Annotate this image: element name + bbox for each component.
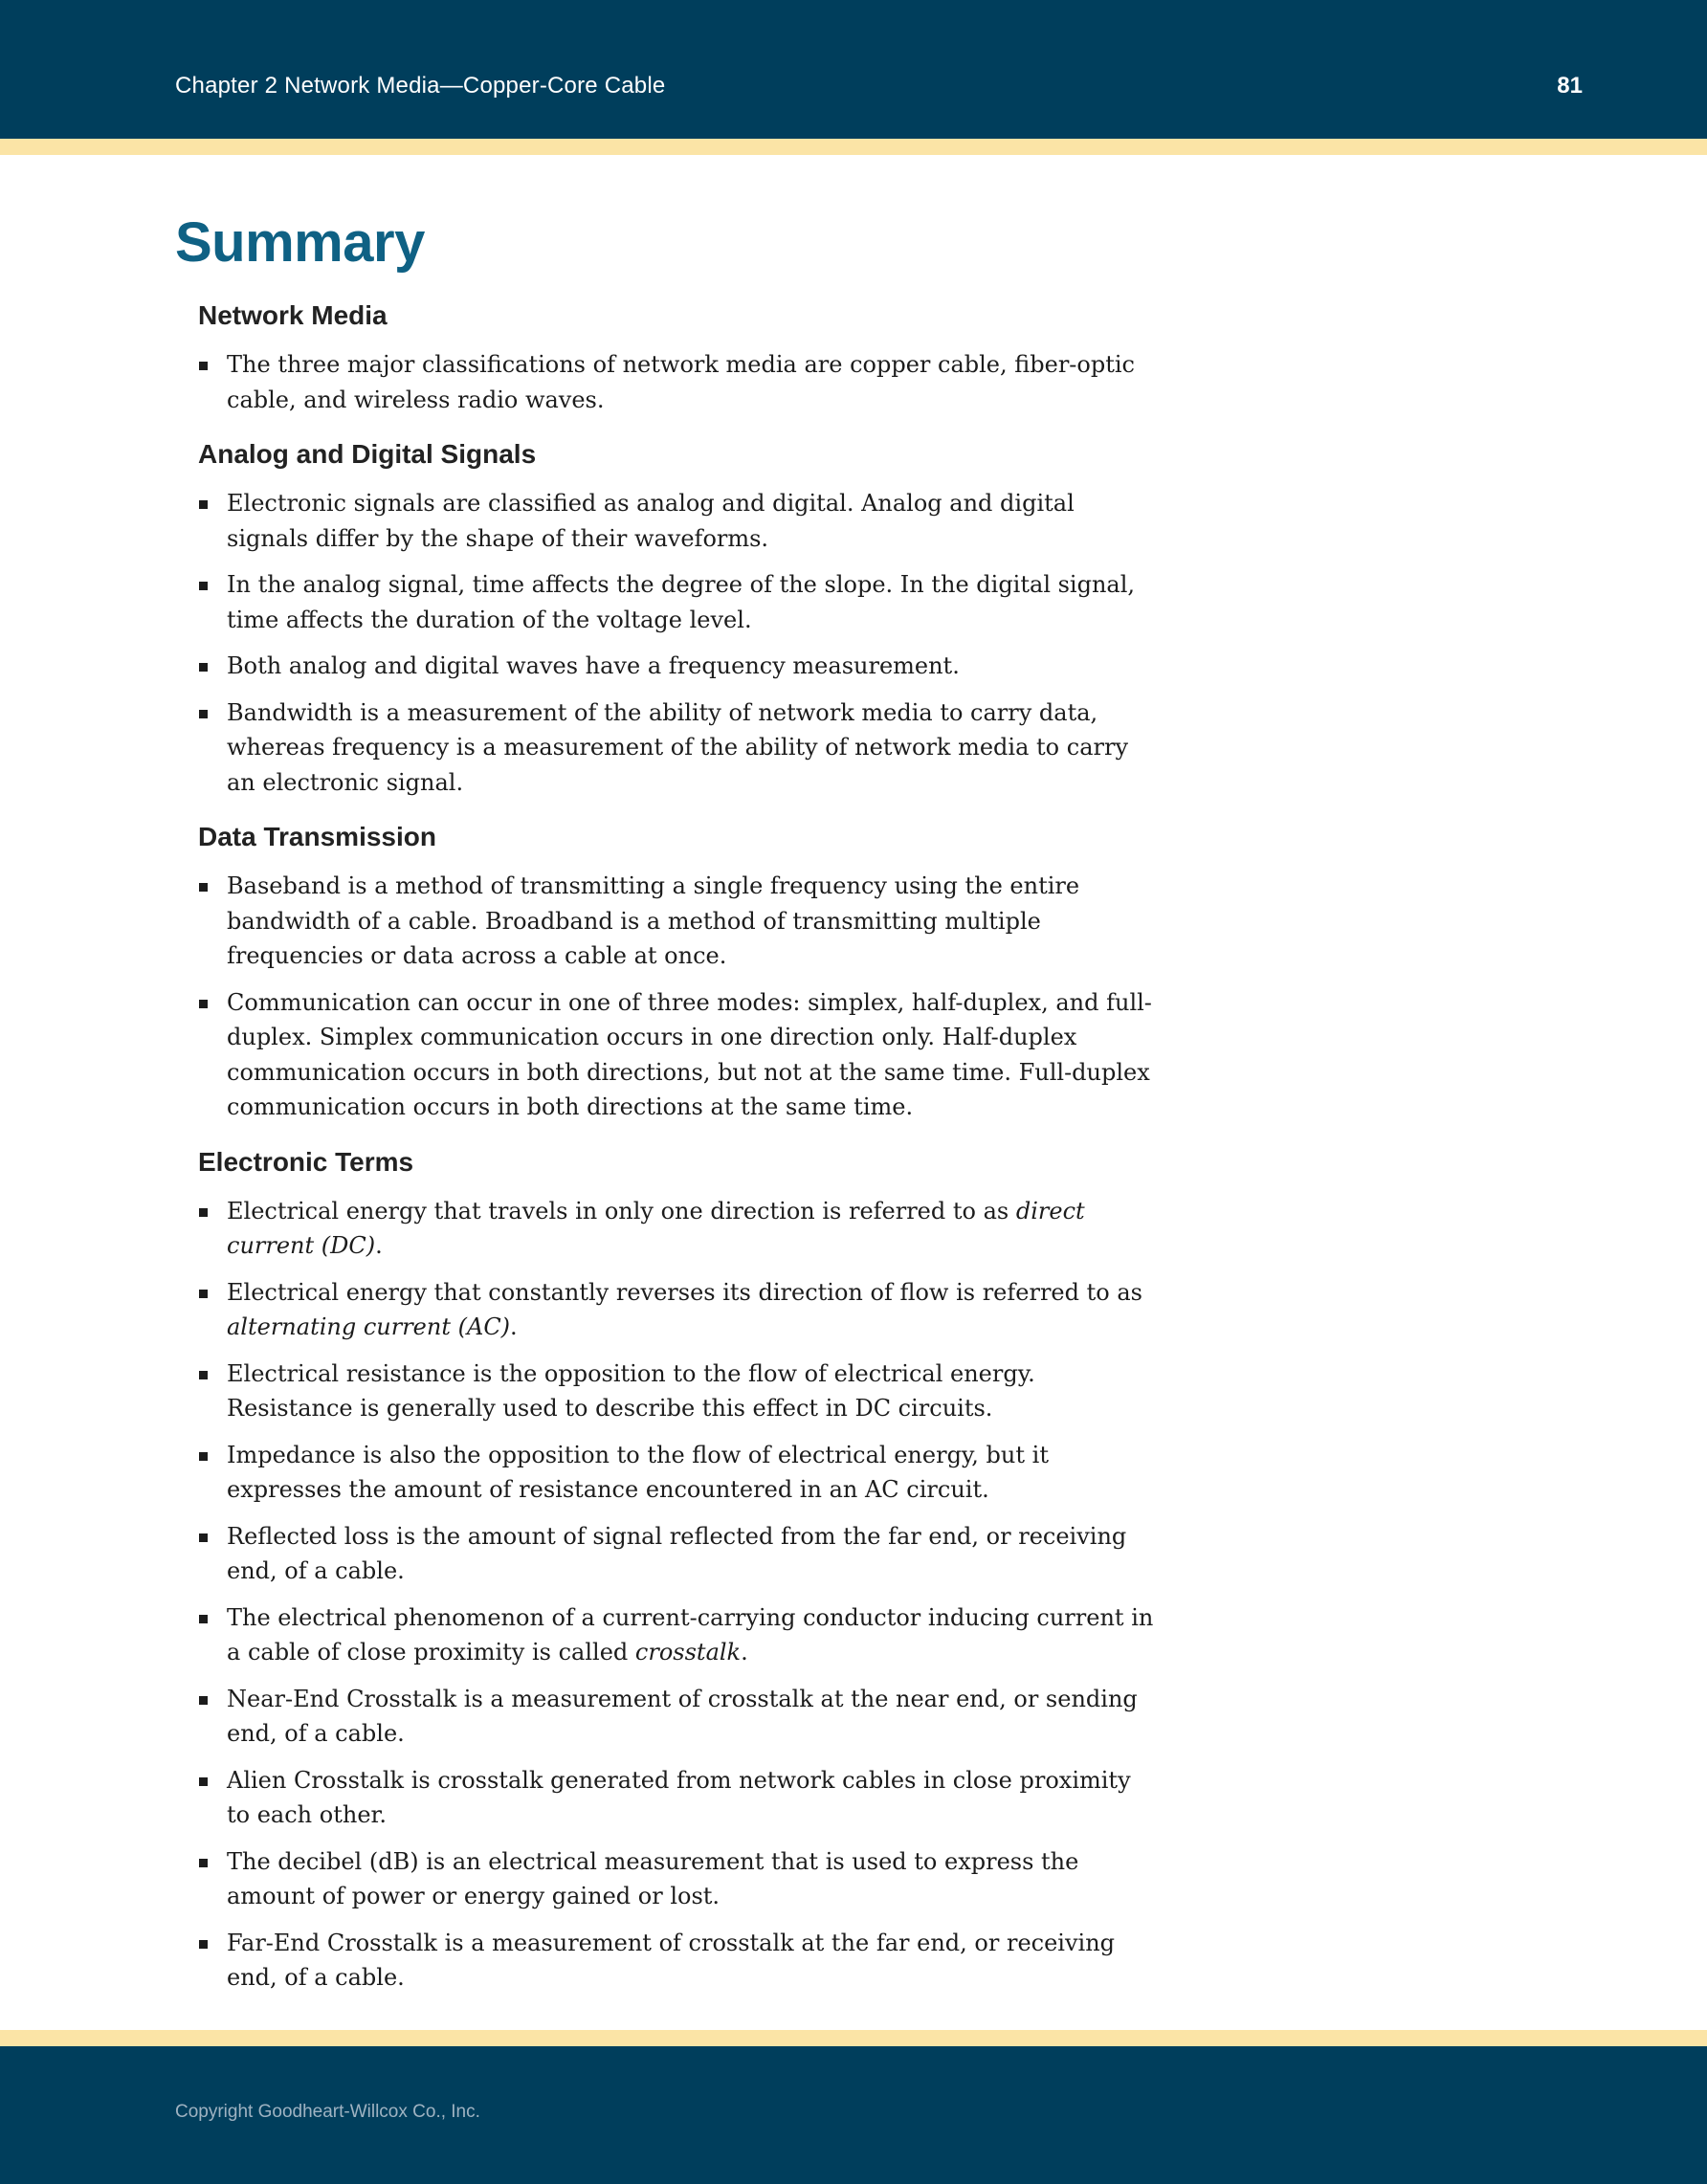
summary-section — [175, 1146, 1161, 1996]
square-bullet-icon — [199, 1859, 208, 1867]
bullet-text: In the analog signal, time affects the degree of the slope. In the digital signal, time affects the duration of the voltage level. — [227, 571, 1136, 633]
bullet-item — [175, 1763, 1161, 1833]
bullet-item — [175, 1275, 1161, 1345]
square-bullet-icon — [199, 1452, 208, 1461]
summary-section — [175, 438, 1161, 800]
bullet-item — [175, 649, 1161, 684]
square-bullet-icon — [199, 1000, 208, 1008]
bullet-item — [175, 1844, 1161, 1914]
bullet-text: Electrical resistance is the opposition to the flow of electrical energy. Resistance is generally used to describe this effect in DC circuits. — [227, 1359, 1035, 1422]
page-content — [175, 211, 1161, 2017]
bullet-item — [175, 567, 1161, 637]
square-bullet-icon — [199, 1371, 208, 1379]
bullet-text: The decibel (dB) is an electrical measurement that is used to express the amount of power or energy gained or lost. — [227, 1847, 1079, 1909]
square-bullet-icon — [199, 1615, 208, 1623]
bullet-text: Electronic signals are classified as analog and digital. Analog and digital signals differ by the shape of their waveforms. — [227, 490, 1075, 552]
square-bullet-icon — [199, 1777, 208, 1786]
section-heading: Analog and Digital Signals — [198, 439, 537, 469]
header-accent-stripe — [0, 139, 1707, 155]
bullet-item — [175, 695, 1161, 801]
square-bullet-icon — [199, 582, 208, 590]
bullet-item — [175, 985, 1161, 1125]
bullet-text: . — [375, 1232, 383, 1259]
bullet-item — [175, 869, 1161, 974]
bullet-list — [175, 347, 1161, 417]
bullet-text: Communication can occur in one of three modes: simplex, half-duplex, and full-duplex. Simplex communication occurs in one direction only. Half-duplex communication occurs in both directions, but not at the same time. Full-duplex communication occurs in both directions at the same time. — [227, 988, 1152, 1120]
copyright-notice: Copyright Goodheart-Willcox Co., Inc. — [175, 2102, 480, 2122]
bullet-item — [175, 1194, 1161, 1264]
bullet-item — [175, 1600, 1161, 1670]
page-title: Summary — [175, 211, 425, 274]
square-bullet-icon — [199, 362, 208, 370]
bullet-text: Reflected loss is the amount of signal reflected from the far end, or receiving end, of a cable. — [227, 1522, 1127, 1584]
bullet-list — [175, 1194, 1161, 1996]
bullet-list — [175, 869, 1161, 1125]
bullet-list — [175, 486, 1161, 800]
bullet-text: . — [510, 1313, 518, 1340]
section-heading: Data Transmission — [198, 822, 436, 851]
square-bullet-icon — [199, 663, 208, 672]
bullet-item — [175, 1519, 1161, 1589]
bullet-text: The three major classifications of network media are copper cable, fiber-optic cable, and wireless radio waves. — [227, 351, 1135, 413]
bullet-item — [175, 1926, 1161, 1996]
bullet-item — [175, 347, 1161, 417]
square-bullet-icon — [199, 710, 208, 718]
summary-sections — [175, 299, 1161, 1996]
bullet-text: Both analog and digital waves have a frequency measurement. — [227, 652, 960, 679]
page-number: 81 — [1557, 73, 1583, 99]
bullet-item — [175, 1357, 1161, 1426]
bullet-text: The electrical phenomenon of a current-carrying conductor inducing current in a cable of close proximity is called — [227, 1603, 1154, 1666]
square-bullet-icon — [199, 1208, 208, 1217]
bullet-text: Impedance is also the opposition to the flow of electrical energy, but it expresses the amount of resistance encountered in an AC circuit. — [227, 1441, 1049, 1503]
bullet-text: Far-End Crosstalk is a measurement of crosstalk at the far end, or receiving end, of a cable. — [227, 1929, 1116, 1991]
bullet-item — [175, 1682, 1161, 1752]
bullet-text: Alien Crosstalk is crosstalk generated from network cables in close proximity to each other. — [227, 1766, 1131, 1828]
bullet-text: Near-End Crosstalk is a measurement of crosstalk at the near end, or sending end, of a cable. — [227, 1685, 1138, 1747]
bullet-item — [175, 1438, 1161, 1508]
header-band — [0, 0, 1707, 139]
section-heading: Network Media — [198, 300, 388, 330]
square-bullet-icon — [199, 1290, 208, 1298]
square-bullet-icon — [199, 883, 208, 892]
bullet-text: Electrical energy that constantly reverses its direction of flow is referred to as — [227, 1278, 1142, 1306]
footer-accent-stripe — [0, 2030, 1707, 2046]
bullet-text: Bandwidth is a measurement of the ability of network media to carry data, whereas frequency is a measurement of the ability of network media to carry an electronic signal. — [227, 698, 1129, 796]
summary-section — [175, 821, 1161, 1125]
section-heading: Electronic Terms — [198, 1146, 414, 1177]
bullet-text: Electrical energy that travels in only one direction is referred to as — [227, 1197, 1016, 1224]
square-bullet-icon — [199, 1696, 208, 1705]
square-bullet-icon — [199, 500, 208, 509]
bullet-text: Baseband is a method of transmitting a single frequency using the entire bandwidth of a cable. Broadband is a method of transmitting multiple frequencies or data across a cable at once. — [227, 872, 1080, 969]
emphasized-term: alternating current (AC) — [227, 1313, 511, 1340]
emphasized-term: crosstalk — [634, 1639, 742, 1666]
square-bullet-icon — [199, 1533, 208, 1542]
emphasized-term: direct current (DC) — [227, 1197, 1085, 1259]
running-head: Chapter 2 Network Media—Copper-Core Cable — [175, 73, 666, 99]
square-bullet-icon — [199, 1940, 208, 1949]
bullet-item — [175, 486, 1161, 556]
summary-section — [175, 299, 1161, 417]
bullet-text: . — [741, 1639, 748, 1666]
